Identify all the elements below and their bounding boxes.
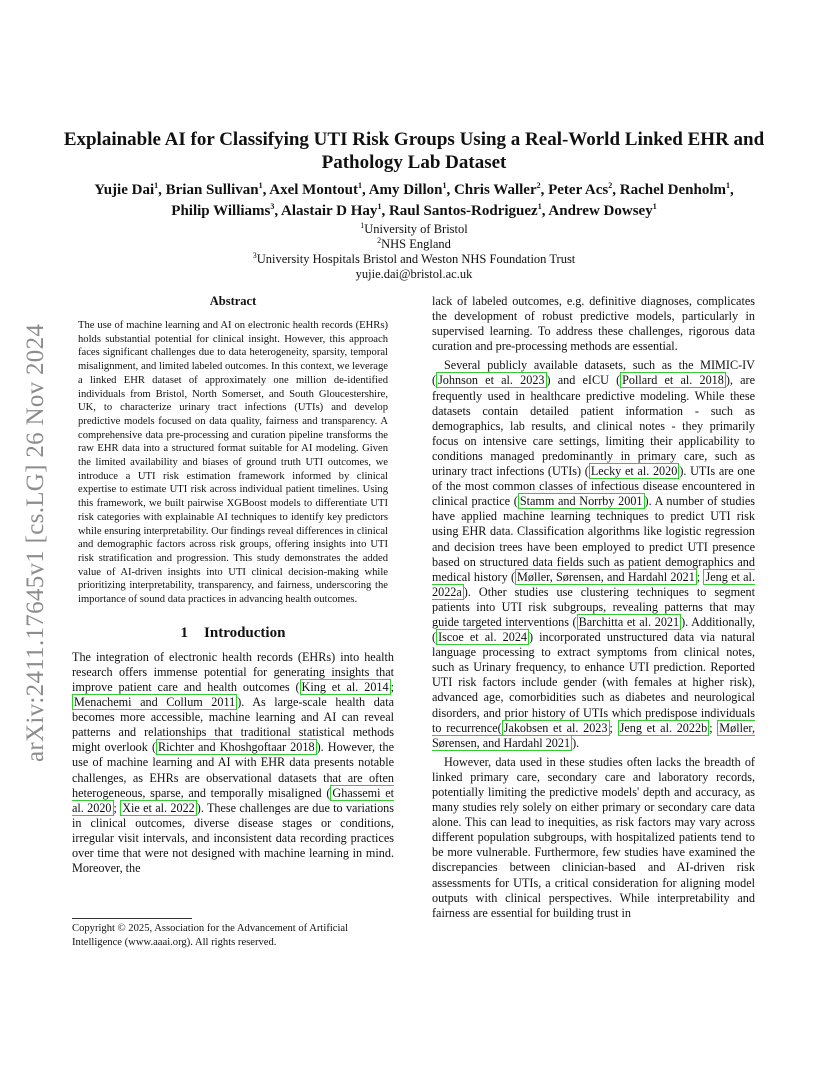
affiliation-3: $^3$University Hospitals Bristol and Weston NHS Foundation Trust	[252, 250, 576, 266]
left-column	[72, 294, 394, 876]
citation-link[interactable]: Richter and Khoshgoftaar 2018	[158, 740, 315, 755]
abstract-heading: Abstract	[209, 294, 257, 308]
arxiv-watermark: arXiv:2411.17645v1 [cs.LG] 26 Nov 2024	[22, 323, 49, 762]
citation-link[interactable]: Jeng et al. 2022a	[432, 569, 755, 599]
citation-link[interactable]: Iscoe et al. 2024	[438, 630, 528, 645]
author-name: Chris Waller$^2$	[453, 181, 541, 198]
author-name: Andrew Dowsey$^1$	[548, 202, 657, 219]
citation-link[interactable]: Møller, Sørensen, and Hardahl 2021	[432, 720, 756, 750]
citation-link[interactable]: Xie et al. 2022	[122, 800, 195, 815]
right-column	[432, 294, 755, 921]
citation-link[interactable]: Jakobsen et al. 2023	[503, 720, 608, 735]
affiliations	[80, 222, 748, 282]
citation-link[interactable]: Lecky et al. 2020	[590, 464, 678, 479]
author-name: Yujie Dai$^1$	[94, 181, 159, 198]
citation-link[interactable]: Menachemi and Collum 2011	[74, 695, 236, 710]
author-name: Alastair D Hay$^1$	[281, 202, 382, 219]
paper-title: Explainable AI for Classifying UTI Risk Groups Using a Real-World Linked EHR and Pathology Lab Dataset	[63, 129, 765, 173]
intro-paragraph-3: Several publicly available datasets, such as the MIMIC-IV ( Johnson et al. 2023 ) and eICU ( Pollard et al. 2018 ), are frequently used in healthcare predictive modeling. While these datasets contain detailed patient information - such as demographics, lab results, and clinical notes - they primarily focus on intensive care settings, limiting their applicability to conditions managed predominantly in primary care, such as urinary tract infections (UTIs) ( Lecky et al. 2020 ). UTIs are one of the most common classes of infectious disease encountered in clinical practice ( Stamm and Norrby 2001 ). A number of studies have applied machine learning techniques to predict UTI risk using EHR data. Classification algorithms like logistic regression and decision trees have been employed to predict UTI presence based on structured data fields such as patient demographics and medical history ( Møller, Sørensen, and Hardahl 2021 ; Jeng et al. 2022a ). Other studies use clustering techniques to segment patients into UTI risk subgroups, revealing patterns that may guide targeted interventions ( Barchitta et al. 2021 ). Additionally, ( Iscoe et al. 2024 ) incorporated unstructured data via natural language processing to extract symptoms from clinical notes, such as Urinary frequency, to enhance UTI prediction. Reported UTI risk factors include gender (with females at higher risk), advanced age, comorbidities such as diabetes and neurological disorders, and prior history of UTIs which predispose individuals to recurrence( Jakobsen et al. 2023 ; Jeng et al. 2022b ; Møller, Sørensen, and Hardahl 2021 ).	[432, 358, 756, 750]
author-list: Yujie Dai$^1$, Brian Sullivan$^1$, Axel Montout$^1$, Amy Dillon$^1$, Chris Waller$^2$, Peter Acs$^2$, Rachel Denholm$^1$, Philip Williams$^3$, Alastair D Hay$^1$, Raul Santos-Rodriguez$^1$, Andrew Dowsey$^1$	[94, 181, 734, 219]
author-name: Raul Santos-Rodriguez$^1$	[388, 202, 542, 219]
author-name: Rachel Denholm$^1$	[619, 181, 730, 198]
author-email: yujie.dai@bristol.ac.uk	[355, 267, 473, 281]
citation-link[interactable]: Stamm and Norrby 2001	[519, 494, 643, 509]
author-name: Peter Acs$^2$	[548, 181, 613, 198]
copyright-footnote: Copyright © 2025, Association for the Advancement of Artificial Intelligence (www.aaai.org). All rights reserved.	[72, 923, 349, 948]
citation-link[interactable]: King et al. 2014	[301, 679, 389, 694]
citation-link[interactable]: Johnson et al. 2023	[438, 373, 545, 388]
citation-link[interactable]: Pollard et al. 2018	[622, 373, 724, 388]
affiliation-1: $^1$University of Bristol	[360, 220, 468, 236]
intro-paragraph-2: lack of labeled outcomes, e.g. definitive diagnoses, complicates the development of robust predictive models, particularly in supervised learning. To address these challenges, rigorous data curation and pre-processing methods are essential.	[432, 294, 755, 354]
citation-link[interactable]: Barchitta et al. 2021	[578, 614, 680, 629]
citation-link[interactable]: Jeng et al. 2022b	[619, 720, 708, 735]
abstract-text: The use of machine learning and AI on electronic health records (EHRs) holds substantial potential for clinical insight. However, this approach faces significant challenges due to data heterogeneity, sparsity, temporal misalignment, and limited labeled outcomes. In this context, we leverage a linked EHR dataset of approximately one million de-identified individuals from Bristol, North Somerset, and South Gloucestershire, UK, to characterize urinary tract infections (UTIs) and develop predictive models focused on data quality, fairness and transparency. A comprehensive data pre-processing and curation pipeline transforms the raw EHR data into a structured format suitable for AI modeling. Given the limited availability and biases of ground truth UTI outcomes, we introduce a UTI risk estimation framework informed by clinical expertise to estimate UTI risk across individual patient timelines. Using this framework, we built pairwise XGBoost models to differentiate UTI risk categories with explainable AI techniques to identify key predictors while ensuring interpretability. Our findings reveal differences in clinical and demographic factors across risk groups, offering insights into UTI risk stratification and progression. This study demonstrates the added value of AI-driven insights into UTI clinical decision-making while prioritizing interpretability, transparency, and fairness, underscoring the importance of sound data practices in advancing health outcomes.	[78, 320, 388, 606]
citation-link[interactable]: Ghassemi et al. 2020	[72, 785, 394, 815]
section-heading-introduction: 1 Introduction	[180, 624, 286, 641]
citation-link[interactable]: Møller, Sørensen, and Hardahl 2021	[517, 569, 695, 584]
author-name: Brian Sullivan$^1$	[165, 181, 263, 198]
intro-paragraph-1: The integration of electronic health records (EHRs) into health research offers immense potential for generating insights that improve patient care and health outcomes ( King et al. 2014 ; Menachemi and Collum 2011 ). As large-scale health data becomes more accessible, machine learning and AI can reveal patterns and relationships that traditional statistical methods might overlook ( Richter and Khoshgoftaar 2018 ). However, the use of machine learning and AI with EHR data presents notable challenges, as EHRs are observational datasets that are often heterogeneous, sparse, and temporally misaligned ( Ghassemi et al. 2020 ; Xie et al. 2022 ). These challenges are due to variations in clinical outcomes, diverse disease stages or conditions, irregular visit intervals, and inconsistent data recording practices over time that were not designed with machine learning in mind. Moreover, the	[72, 649, 395, 876]
author-name: Axel Montout$^1$	[269, 181, 363, 198]
intro-paragraph-4: However, data used in these studies often lacks the breadth of linked primary care, secondary care and laboratory records, potentially limiting the predictive models' depth and accuracy, as many studies rely solely on either primary or secondary care data alone. This can lead to inequities, as risk factors may vary across different population subgroups, with hospitalized patients tend to be more vulnerable. Furthermore, few studies have examined the discrepancies between clinician-based and AI-driven risk assessments for UTIs, a critical consideration for aligning model outputs with clinical perspectives. While interpretability and fairness are essential for building trust in	[432, 754, 755, 920]
author-name: Amy Dillon$^1$	[368, 181, 447, 198]
author-name: Philip Williams$^3$	[171, 202, 275, 219]
affiliation-2: $^2$NHS England	[377, 235, 451, 251]
footnote-rule	[72, 918, 192, 919]
